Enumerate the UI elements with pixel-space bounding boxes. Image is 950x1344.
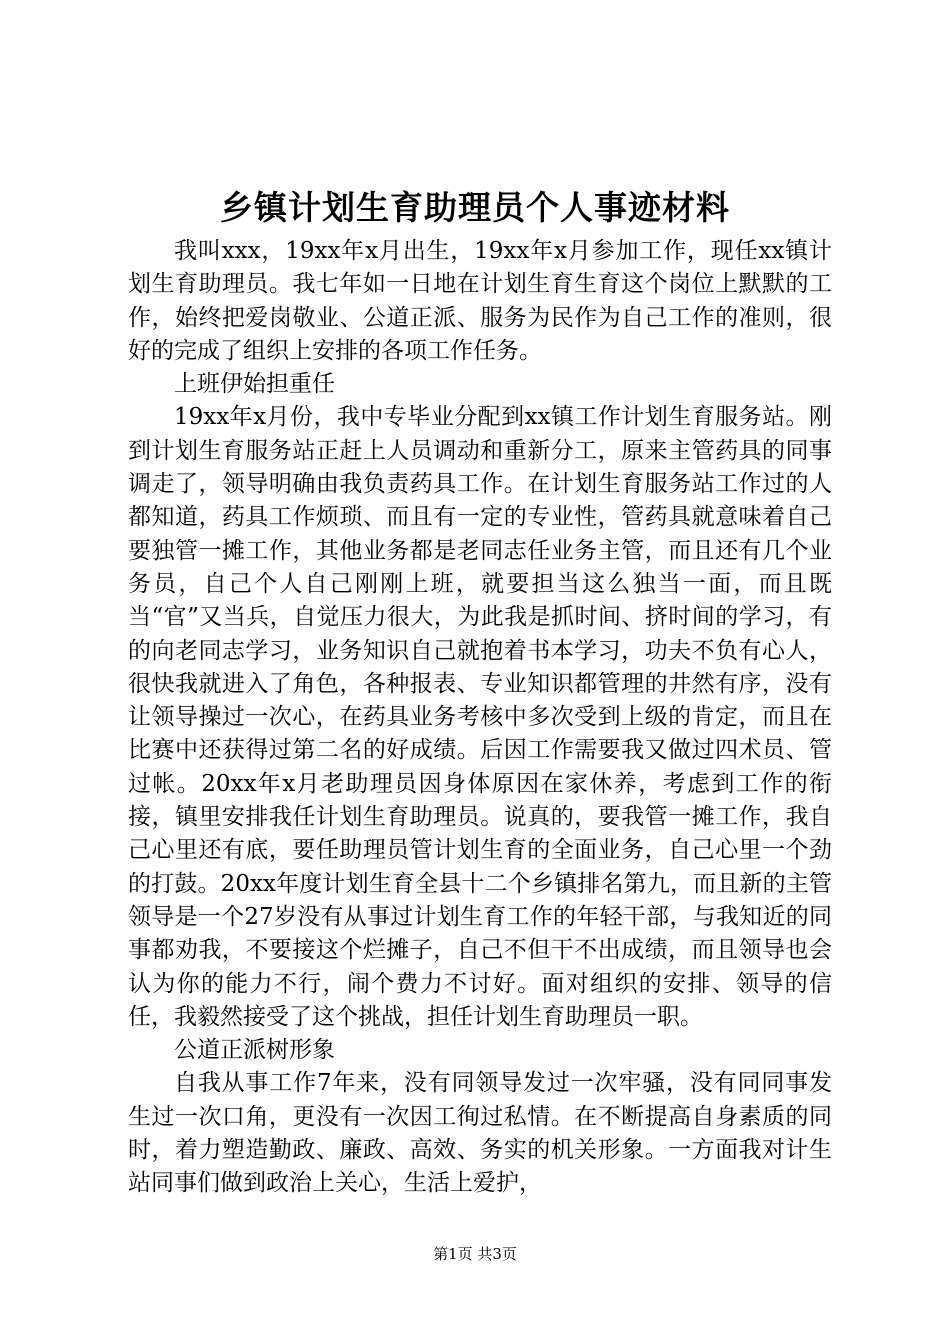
section-2-paragraph: 自我从事工作7年来，没有同领导发过一次牢骚，没有同同事发生过一次口角，更没有一次因工徇过私情。在不断提高自身素质的同时，着力塑造勤政、廉政、高效、务实的机关形象。一方面我对计生站同事们做到政治上关心，生活上爱护， [128, 1070, 832, 1197]
section-1-paragraph: 19xx年x月份，我中专毕业分配到xx镇工作计划生育服务站。刚到计划生育服务站正赶上人员调动和重新分工，原来主管药具的同事调走了，领导明确由我负责药具工作。在计划生育服务站工作过的人都知道，药具工作烦琐、而且有一定的专业性，管药具就意味着自己要独管一摊工作，其他业务都是老同志任业务主管，而且还有几个业务员，自己个人自己刚刚上班，就要担当这么独当一面，而且既当“官”又当兵，自觉压力很大，为此我是抓时间、挤时间的学习，有的向老同志学习，业务知识自己就抱着书本学习，功夫不负有心人，很快我就进入了角色，各种报表、专业知识都管理的井然有序，没有让领导操过一次心，在药具业务考核中多次受到上级的肯定，而且在比赛中还获得过第二名的好成绩。后因工作需要我又做过四术员、管过帐。20xx年x月老助理员因身体原因在家休养，考虑到工作的衔接，镇里安排我任计划生育助理员。说真的，要我管一摊工作，我自己心里还有底，要任助理员管计划生育的全面业务，自己心里一个劲的打鼓。20xx年度计划生育全县十二个乡镇排名第九，而且新的主管领导是一个27岁没有从事过计划生育工作的年轻干部，与我知近的同事都劝我，不要接这个烂摊子，自己不但干不出成绩，而且领导也会认为你的能力不行，闹个费力不讨好。面对组织的安排、领导的信任，我毅然接受了这个挑战，担任计划生育助理员一职。 [128, 404, 832, 1030]
document-title: 乡镇计划生育助理员个人事迹材料 [220, 188, 730, 227]
page-footer: 第1页 共3页 [433, 1245, 517, 1263]
document-body [128, 235, 832, 1201]
section-heading-2: 公道正派树形象 [174, 1037, 335, 1064]
section-heading-1: 上班伊始担重任 [174, 371, 335, 398]
intro-paragraph: 我叫xxx，19xx年x月出生，19xx年x月参加工作，现任xx镇计划生育助理员。我七年如一日地在计划生育生育这个岗位上默默的工作，始终把爱岗敬业、公道正派、服务为民作为自己工作的准则，很好的完成了组织上安排的各项工作任务。 [128, 238, 832, 364]
